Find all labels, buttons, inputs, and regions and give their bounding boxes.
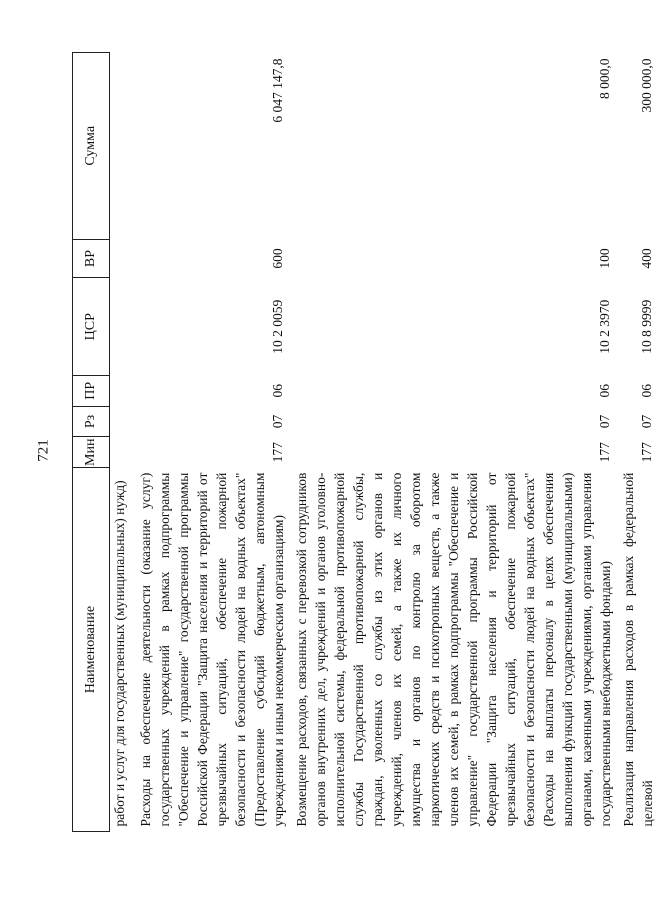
table-row xyxy=(289,53,616,832)
header-csr: ЦСР xyxy=(73,278,110,375)
header-name: Наименование xyxy=(73,468,110,832)
row-pr: 06 xyxy=(270,384,285,398)
row-rz: 07 xyxy=(597,414,612,429)
row-rz xyxy=(110,406,134,437)
row-csr: 10 2 3970 xyxy=(597,299,612,354)
row-sum: 300 000,0 xyxy=(639,58,654,113)
row-vr: 400 xyxy=(639,248,654,269)
row-name: Расходы на обеспечение деятельности (оказание услуг) государственных учреждений в рамках подпрограммы "Обеспечение и управление" государственной программы Российской Федерации "Защита населения и территорий от чрезвычайных ситуаций, обеспечение пожарной безопасности и безопасности людей на водных объектах" (Предоставление субсидий бюджетным, автономным учреждениям и иным некоммерческим организациям) xyxy=(138,472,286,827)
row-name: работ и услуг для государственных (муниципальных) нужд) xyxy=(112,480,127,827)
page-number: 721 xyxy=(35,439,52,462)
row-min xyxy=(110,437,134,468)
row-pr: 06 xyxy=(597,384,612,398)
row-pr: 06 xyxy=(639,384,654,398)
row-sum: 6 047 147,8 xyxy=(270,58,285,123)
row-csr: 10 8 9999 xyxy=(639,299,654,354)
rotated-budget-sheet xyxy=(72,52,655,832)
row-csr xyxy=(110,278,134,375)
row-min: 177 xyxy=(597,442,612,463)
row-name: Реализация направления расходов в рамках федеральной целевой xyxy=(621,472,655,827)
header-min: Мин xyxy=(73,437,110,468)
row-rz: 07 xyxy=(270,414,285,429)
row-pr xyxy=(110,375,134,406)
row-vr: 100 xyxy=(597,248,612,269)
row-min: 177 xyxy=(639,442,654,463)
row-sum: 8 000,0 xyxy=(597,58,612,99)
table-row xyxy=(110,53,134,832)
budget-table xyxy=(72,52,658,832)
table-row xyxy=(616,53,658,832)
table-row xyxy=(133,53,289,832)
row-vr xyxy=(110,239,134,278)
header-pr: ПР xyxy=(73,375,110,406)
row-min: 177 xyxy=(270,442,285,463)
header-rz: Рз xyxy=(73,406,110,437)
row-rz: 07 xyxy=(639,414,654,429)
header-vr: ВР xyxy=(73,239,110,278)
row-name: Возмещение расходов, связанных с перевозкой сотрудников органов внутренних дел, учреждений и органов уголовно-исполнительной системы, федеральной противопожарной службы Государственной противопожарной службы, граждан, уволенных со службы из этих органов и учреждений, членов их семей, а также их личного имущества и органов по контролю за оборотом наркотических средств и психотропных веществ, а также членов их семей, в рамках подпрограммы "Обеспечение и управление" государственной программы Российской Федерации "Защита населения и территорий от чрезвычайных ситуаций, обеспечение пожарной безопасности и безопасности людей на водных объектах" (Расходы на выплаты персоналу в целях обеспечения выполнения функций государственными (муниципальными) органами, казенными учреждениями, органами управления государственными внебюджетными фондами) xyxy=(294,472,613,827)
row-csr: 10 2 0059 xyxy=(270,299,285,354)
row-sum xyxy=(110,53,134,240)
row-vr: 600 xyxy=(270,248,285,269)
table-header-row xyxy=(73,53,110,832)
header-sum: Сумма xyxy=(73,53,110,240)
